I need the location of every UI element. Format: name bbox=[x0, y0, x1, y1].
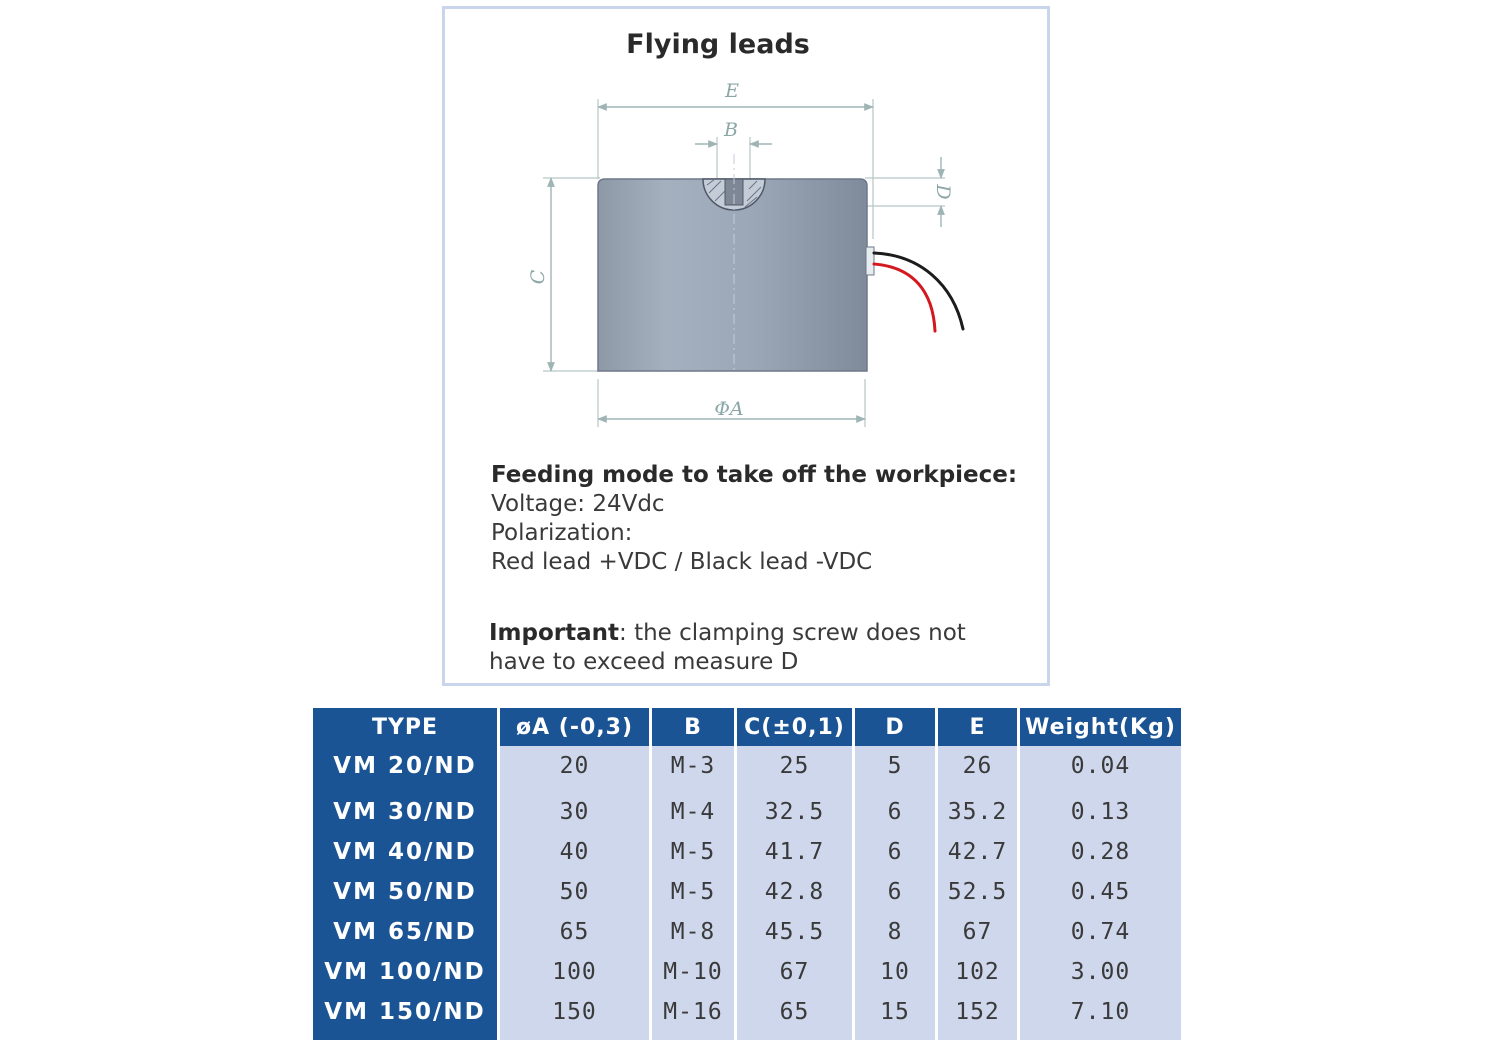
cell-e: 102 bbox=[938, 952, 1017, 992]
cell-d: 10 bbox=[855, 952, 935, 992]
cell-c: 32.5 bbox=[737, 786, 852, 832]
cell-b: M-4 bbox=[652, 786, 734, 832]
cell-e: 152 bbox=[938, 992, 1017, 1040]
cell-weight: 7.10 bbox=[1020, 992, 1181, 1040]
cell-d: 5 bbox=[855, 746, 935, 786]
cell-weight: 0.13 bbox=[1020, 786, 1181, 832]
dimension-label-a: ΦA bbox=[714, 398, 744, 420]
cell-c: 42.8 bbox=[737, 872, 852, 912]
cell-a: 100 bbox=[500, 952, 649, 992]
header-type: TYPE bbox=[313, 708, 497, 746]
cell-a: 30 bbox=[500, 786, 649, 832]
cell-weight: 0.45 bbox=[1020, 872, 1181, 912]
dimension-label-b: B bbox=[724, 119, 738, 141]
cell-c: 67 bbox=[737, 952, 852, 992]
cell-b: M-8 bbox=[652, 912, 734, 952]
cell-d: 6 bbox=[855, 872, 935, 912]
cell-a: 20 bbox=[500, 746, 649, 786]
dimension-label-c: C bbox=[527, 269, 549, 285]
cell-b: M-3 bbox=[652, 746, 734, 786]
cell-a: 50 bbox=[500, 872, 649, 912]
important-note bbox=[489, 619, 1029, 677]
cell-weight: 0.04 bbox=[1020, 746, 1181, 786]
cell-weight: 0.74 bbox=[1020, 912, 1181, 952]
table-row bbox=[313, 912, 1181, 952]
table-row bbox=[313, 992, 1181, 1040]
header-e: E bbox=[938, 708, 1017, 746]
header-weight: Weight(Kg) bbox=[1020, 708, 1181, 746]
table-header-row bbox=[313, 708, 1181, 746]
polarization-value: Red lead +VDC / Black lead -VDC bbox=[491, 549, 873, 575]
cell-type: VM 20/ND bbox=[313, 746, 497, 786]
cell-d: 8 bbox=[855, 912, 935, 952]
table-row bbox=[313, 786, 1181, 832]
cell-e: 26 bbox=[938, 746, 1017, 786]
flying-leads bbox=[874, 253, 963, 331]
cell-b: M-10 bbox=[652, 952, 734, 992]
table-row bbox=[313, 746, 1181, 786]
cell-d: 15 bbox=[855, 992, 935, 1040]
cell-b: M-5 bbox=[652, 832, 734, 872]
table-row bbox=[313, 952, 1181, 992]
dimension-label-e: E bbox=[725, 80, 739, 102]
cell-type: VM 100/ND bbox=[313, 952, 497, 992]
cell-b: M-16 bbox=[652, 992, 734, 1040]
voltage-text: Voltage: 24Vdc bbox=[491, 491, 665, 517]
cell-type: VM 40/ND bbox=[313, 832, 497, 872]
cell-d: 6 bbox=[855, 832, 935, 872]
cell-type: VM 30/ND bbox=[313, 786, 497, 832]
polarization-label: Polarization: bbox=[491, 520, 633, 546]
cell-a: 40 bbox=[500, 832, 649, 872]
cell-type: VM 150/ND bbox=[313, 992, 497, 1040]
cell-c: 45.5 bbox=[737, 912, 852, 952]
cell-a: 150 bbox=[500, 992, 649, 1040]
cell-c: 65 bbox=[737, 992, 852, 1040]
cell-d: 6 bbox=[855, 786, 935, 832]
cell-b: M-5 bbox=[652, 872, 734, 912]
cell-c: 41.7 bbox=[737, 832, 852, 872]
feeding-heading: Feeding mode to take off the workpiece: bbox=[491, 462, 1018, 488]
feeding-notes bbox=[491, 461, 1031, 577]
dimension-label-d: D bbox=[932, 184, 954, 200]
cell-e: 35.2 bbox=[938, 786, 1017, 832]
technical-drawing bbox=[445, 9, 1053, 459]
cell-weight: 0.28 bbox=[1020, 832, 1181, 872]
cell-type: VM 65/ND bbox=[313, 912, 497, 952]
cell-a: 65 bbox=[500, 912, 649, 952]
cell-e: 52.5 bbox=[938, 872, 1017, 912]
header-b: B bbox=[652, 708, 734, 746]
important-label: Important bbox=[489, 620, 620, 646]
header-d: D bbox=[855, 708, 935, 746]
table-row bbox=[313, 832, 1181, 872]
cell-e: 42.7 bbox=[938, 832, 1017, 872]
panel-title: Flying leads bbox=[626, 29, 810, 60]
product-panel bbox=[442, 6, 1050, 686]
cell-c: 25 bbox=[737, 746, 852, 786]
header-c: C(±0,1) bbox=[737, 708, 852, 746]
cell-weight: 3.00 bbox=[1020, 952, 1181, 992]
table-row bbox=[313, 872, 1181, 912]
spec-table bbox=[310, 708, 1184, 1040]
cell-e: 67 bbox=[938, 912, 1017, 952]
header-a: øA (-0,3) bbox=[500, 708, 649, 746]
cell-type: VM 50/ND bbox=[313, 872, 497, 912]
magnet-body bbox=[598, 154, 874, 371]
important-text: : the clamping screw does not have to exceed measure D bbox=[489, 620, 966, 675]
